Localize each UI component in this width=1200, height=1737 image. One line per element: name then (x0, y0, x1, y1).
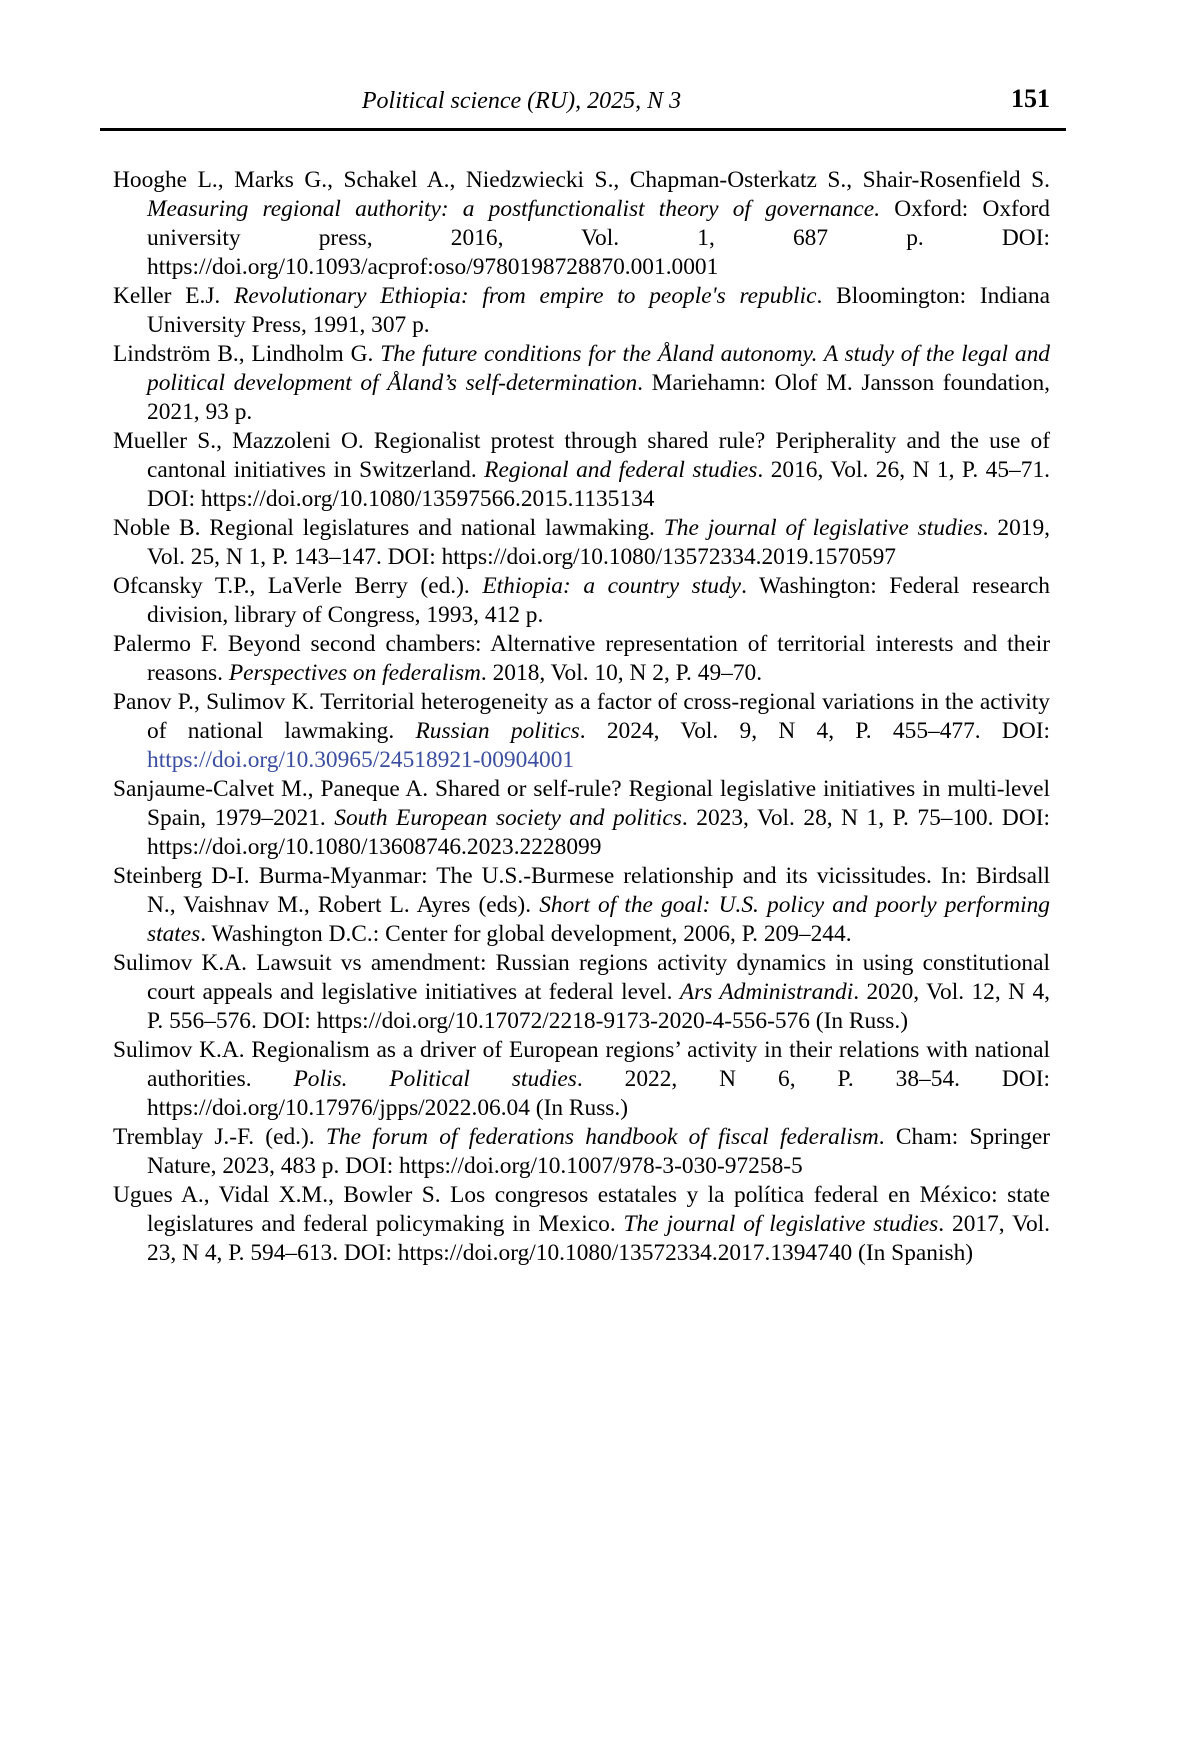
reference-entry (113, 514, 1050, 572)
reference-text: . Mariehamn: Olof M. Jansson foundation, 2021, 93 p. (147, 370, 1050, 425)
reference-text: Tremblay J.-F. (ed.). (113, 1124, 326, 1150)
work-title-italic: Revolutionary Ethiopia: from empire to people's republic (234, 283, 817, 309)
reference-text: Ugues A., Vidal X.M., Bowler S. Los congresos estatales y la política federal en México: state legislatures and federal policymaking in Mexico. (113, 1182, 1050, 1237)
reference-text: Oxford: Oxford university press, 2016, Vol. 1, 687 p. DOI: https://doi.org/10.1093/acprof:oso/9780198728870.001.0001 (147, 196, 1050, 280)
journal-title: Political science (RU), 2025, N 3 (361, 88, 682, 114)
work-title-italic: Measuring regional authority: a postfunctionalist theory of governance. (147, 196, 881, 222)
page-header (113, 0, 1050, 140)
work-title-italic: The journal of legislative studies (623, 1211, 939, 1237)
work-title-italic: Polis. Political studies (293, 1066, 577, 1092)
reference-entry (113, 775, 1050, 862)
reference-text: Hooghe L., Marks G., Schakel A., Niedzwiecki S., Chapman-Osterkatz S., Shair-Rosenfield S. (113, 167, 1050, 193)
reference-entry (113, 572, 1050, 630)
work-title-italic: Regional and federal studies (484, 457, 758, 483)
reference-entry (113, 862, 1050, 949)
reference-entry (113, 1036, 1050, 1123)
reference-entry (113, 340, 1050, 427)
reference-text: Sulimov K.A. Regionalism as a driver of European regions’ activity in their relations with national authorities. (113, 1037, 1050, 1092)
reference-text: . 2017, Vol. 23, N 4, P. 594–613. DOI: https://doi.org/10.1080/13572334.2017.1394740 (In Spanish) (147, 1211, 1051, 1266)
work-title-italic: Perspectives on federalism (228, 660, 481, 686)
reference-text: . 2018, Vol. 10, N 2, P. 49–70. (480, 660, 763, 686)
reference-text: Ofcansky T.P., LaVerle Berry (ed.). (113, 573, 483, 599)
work-title-italic: The journal of legislative studies (663, 515, 983, 541)
reference-entry (113, 630, 1050, 688)
reference-text: . Bloomington: Indiana University Press, 1991, 307 p. (147, 283, 1050, 338)
work-title-italic: The future conditions for the Åland autonomy. A study of the legal and political development of Åland’s self-determination (147, 341, 1050, 396)
reference-text: . 2024, Vol. 9, N 4, P. 455–477. DOI: (579, 718, 1051, 744)
reference-entry (113, 282, 1050, 340)
reference-text: . 2023, Vol. 28, N 1, P. 75–100. DOI: https://doi.org/10.1080/13608746.2023.2228099 (147, 805, 1051, 860)
work-title-italic: The forum of federations handbook of fiscal federalism (325, 1124, 879, 1150)
header-rule (100, 128, 1066, 131)
work-title-italic: Ethiopia: a country study (482, 573, 742, 599)
work-title-italic: Russian politics (415, 718, 580, 744)
reference-text: Panov P., Sulimov K. Territorial heterogeneity as a factor of cross-regional variations in the activity of national lawmaking. (113, 689, 1050, 744)
reference-entry (113, 688, 1050, 775)
reference-text: . 2016, Vol. 26, N 1, P. 45–71. DOI: https://doi.org/10.1080/13597566.2015.1135134 (147, 457, 1050, 512)
reference-text: Keller E.J. (113, 283, 235, 309)
doi-link[interactable]: https://doi.org/10.30965/24518921-00904001 (147, 747, 575, 773)
reference-text: . 2022, N 6, P. 38–54. DOI: https://doi.org/10.17976/jpps/2022.06.04 (In Russ.) (147, 1066, 1050, 1121)
reference-entry (113, 1123, 1050, 1181)
reference-text: . Washington: Federal research division, library of Congress, 1993, 412 p. (147, 573, 1050, 628)
work-title-italic: Short of the goal: U.S. policy and poorly performing states (147, 892, 1050, 947)
reference-text: Steinberg D-I. Burma-Myanmar: The U.S.-Burmese relationship and its vicissitudes. In: Birdsall N., Vaishnav M., Robert L. Ayres (eds). (113, 863, 1050, 918)
page-number: 151 (1011, 84, 1050, 113)
reference-text: . Cham: Springer Nature, 2023, 483 p. DOI: https://doi.org/10.1007/978-3-030-97258-5 (147, 1124, 1050, 1179)
reference-text: . 2019, Vol. 25, N 1, P. 143–147. DOI: https://doi.org/10.1080/13572334.2019.1570597 (147, 515, 1050, 570)
reference-text: Lindström B., Lindholm G. (113, 341, 381, 367)
reference-text: Sanjaume-Calvet M., Paneque A. Shared or self-rule? Regional legislative initiatives in multi-level Spain, 1979–2021. (113, 776, 1050, 831)
reference-entry (113, 427, 1050, 514)
references-list (113, 166, 1050, 1268)
reference-text: Sulimov K.A. Lawsuit vs amendment: Russian regions activity dynamics in using constitutional court appeals and legislative initiatives at federal level. (113, 950, 1050, 1005)
work-title-italic: Ars Administrandi (679, 979, 854, 1005)
reference-entry (113, 949, 1050, 1036)
reference-text: Noble B. Regional legislatures and national lawmaking. (113, 515, 664, 541)
reference-text: Mueller S., Mazzoleni O. Regionalist protest through shared rule? Peripherality and the use of cantonal initiatives in Switzerland. (113, 428, 1050, 483)
reference-entry (113, 1181, 1050, 1268)
work-title-italic: South European society and politics (334, 805, 682, 831)
reference-entry (113, 166, 1050, 282)
reference-text: . 2020, Vol. 12, N 4, P. 556–576. DOI: https://doi.org/10.17072/2218-9173-2020-4-556-576 (In Russ.) (147, 979, 1050, 1034)
reference-text: Palermo F. Beyond second chambers: Alternative representation of territorial interests and their reasons. (113, 631, 1050, 686)
reference-text: . Washington D.C.: Center for global development, 2006, P. 209–244. (200, 921, 852, 947)
